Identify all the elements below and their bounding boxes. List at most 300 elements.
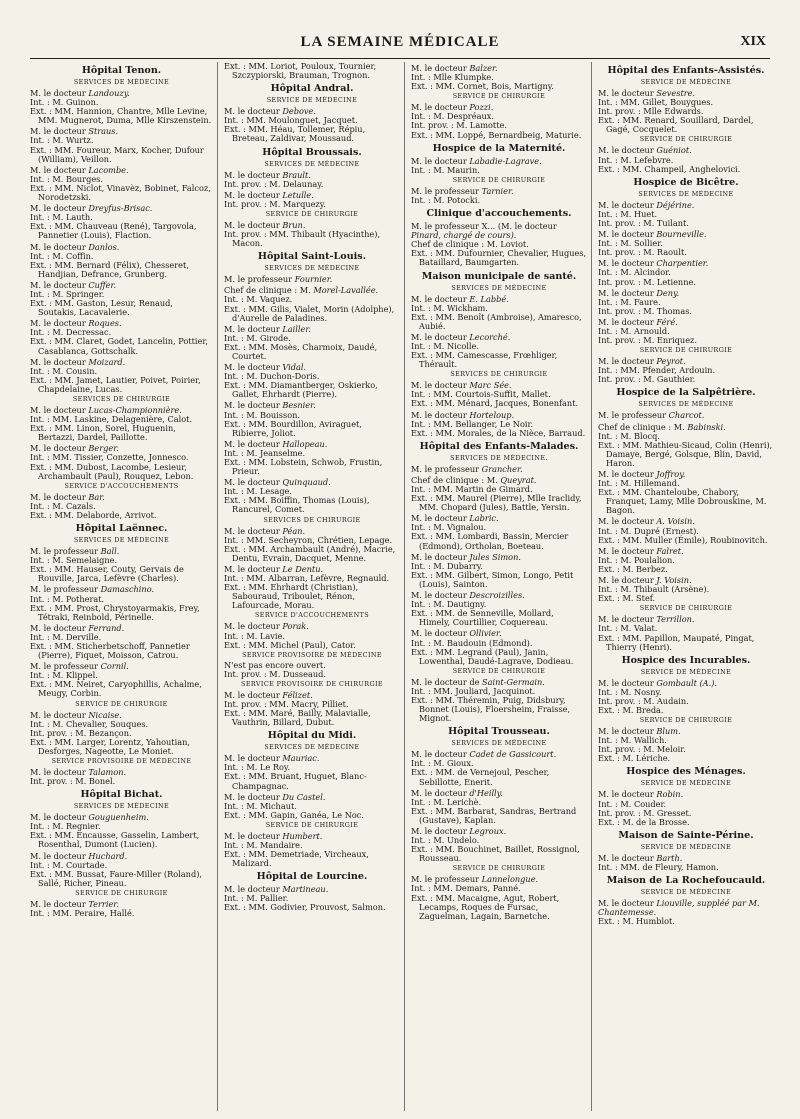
staff-line: Ext. : MM. Hauser, Couty, Gervais de Rouville, Jarca, Lefèvre (Charles). xyxy=(30,564,184,584)
hospital-heading: Maison de La Rochefoucauld. xyxy=(606,875,766,886)
staff-line: Int. : M. Lefebvre. xyxy=(598,154,674,165)
staff-line: Ext. : MM. Chanteloube, Chabory, Franquet, Lamy, Mlle Dobrouskine, M. Bagon. xyxy=(598,487,767,516)
service-heading: SERVICE DE CHIRURGIE xyxy=(452,92,546,101)
staff-line: Int. : MM. Bellanger, Le Noir. xyxy=(411,418,534,429)
staff-line: Ext. : MM. Papillon, Maupaté, Pingat, Thierry (Henri). xyxy=(598,632,755,652)
staff-line: Int. : MM. Peraire, Hallé. xyxy=(30,908,135,919)
staff-line: Int. : MM. de Fleury, Hamon. xyxy=(598,861,719,872)
staff-line: Int. prov. : M. Dusseaud. xyxy=(224,668,326,679)
staff-line: Ext. : MM. Archambault (André), Macrie, Dentu, Evrain, Dacquet, Menne. xyxy=(224,543,396,563)
service-heading: SERVICES DE CHIRURGIE xyxy=(72,395,171,403)
staff-line: Int. prov. : M. Bezançon. xyxy=(30,727,132,738)
staff-line: Int. : M. Regnier. xyxy=(30,821,101,832)
doctor-name: Damaschino. xyxy=(100,584,155,595)
service-heading: SERVICE DE MÉDECINE xyxy=(640,667,732,676)
staff-line: Ext. : MM. Bernard (Félix), Chesseret, Handjian, Defrance, Grunberg. xyxy=(30,259,189,279)
hospital-heading: Hospice de la Salpêtrière. xyxy=(616,387,756,399)
doctor-name: Charpentier. xyxy=(656,258,709,269)
doctor-name: Besnier. xyxy=(282,400,316,411)
staff-line: Int. prov. : M. Tuilant. xyxy=(598,217,689,228)
doctor-title: M. le docteur xyxy=(411,513,470,524)
doctor-title: M. le docteur xyxy=(224,477,283,488)
staff-line: Ext. : M. Lériche. xyxy=(598,753,671,764)
staff-line: Ext. : MM. Ménard, Jacques, Bonenfant. xyxy=(411,398,579,409)
doctor-title: M. le docteur xyxy=(30,898,89,909)
staff-line: Ext. : MM. Diamantberger, Oskierko, Gallet, Ehrhardt (Pierre). xyxy=(224,380,378,400)
doctor-title: M. le docteur xyxy=(411,551,470,562)
service-heading: SERVICE PROVISOIRE DE CHIRURGIE xyxy=(241,679,383,688)
doctor-title: M. le professeur xyxy=(411,874,482,885)
staff-line: Ext. : MM. Sticherbetschoff, Pannetier (Pierre), Fiquet, Moisson, Catrou. xyxy=(30,640,190,661)
staff-line: Int. prov. : Mlle Edwards. xyxy=(598,106,704,117)
doctor-name: Gombault (A.). xyxy=(656,677,717,688)
staff-line: Int. : M. Cazals. xyxy=(30,500,96,511)
doctor-name: J. Voisin. xyxy=(656,575,692,586)
staff-line: Ext. : MM. Macaigne, Agut, Robert, Lecamps, Roques de Fursac, Zaguelman, Lagain, Barnetche. xyxy=(411,892,560,921)
doctor-title: M. le professeur xyxy=(411,185,482,196)
staff-line: Int. prov. : M. Gresset. xyxy=(598,807,692,818)
staff-line: Int. : M. Semelaigne. xyxy=(30,555,118,566)
doctor-title: M. le docteur xyxy=(598,145,657,156)
hospital-heading: Hôpital des Enfants-Assistés. xyxy=(607,65,765,76)
staff-line: Int. : M. Maurin. xyxy=(411,164,480,175)
doctor-title: M. le docteur xyxy=(30,356,89,367)
doctor-name: Marc Sée. xyxy=(469,380,512,391)
directory-columns xyxy=(30,62,778,1111)
doctor-name: Cuffer. xyxy=(88,279,117,290)
doctor-title: Chef de clinique : M. xyxy=(411,474,501,485)
doctor-title: Chef de clinique : M. xyxy=(598,421,688,432)
service-heading: SERVICE DE CHIRURGIE xyxy=(452,175,546,184)
doctor-name: Landouzy. xyxy=(88,88,130,98)
doctor-title: M. le docteur xyxy=(224,323,283,334)
doctor-name: Hallopeau. xyxy=(282,438,328,449)
staff-line: Ext. : MM. Prost, Chrystoyarmakis, Frey, Tétraki, Reinbold, Périnelle. xyxy=(30,602,200,622)
staff-line: Ext. : MM. Chauveau (René), Targovola, Pannetier (Louis), Flaction. xyxy=(30,221,197,241)
doctor-name: Lannelongue. xyxy=(481,874,539,885)
service-heading: SERVICE DE CHIRURGIE xyxy=(452,666,546,675)
staff-line: Int. : Mlle Klumpke. xyxy=(411,72,494,83)
hospital-heading: Hôpital Trousseau. xyxy=(448,726,550,738)
staff-line: Ext. : MM. Legrand (Paul), Janin, Lowenthal, Daudé-Lagrave, Dodieau. xyxy=(411,646,574,666)
staff-line: Ext. : MM. Champeil, Anghelovici. xyxy=(598,163,741,174)
staff-line: Ext. : MM. Boiffin, Thomas (Louis), Rancurel, Comet. xyxy=(224,495,370,515)
service-heading: SERVICES DE MÉDECINE xyxy=(264,159,360,168)
doctor-title: M. le docteur xyxy=(30,88,89,98)
column-2 xyxy=(217,62,404,1111)
staff-line: Ext. : MM. Godivier, Prouvost, Salmon. xyxy=(224,902,386,913)
staff-line: Int. : M. Springer. xyxy=(30,288,105,299)
staff-line: Ext. : MM. Linon, Sorel, Huguenin, Bertazzi, Dardel, Paillotte. xyxy=(30,423,176,443)
doctor-title: M. le docteur xyxy=(598,199,657,210)
column-4 xyxy=(591,62,778,1111)
service-heading: SERVICE DE CHIRURGIE xyxy=(452,864,546,873)
service-heading: SERVICE DE MÉDECINE xyxy=(640,78,732,86)
service-heading: SERVICE DE CHIRURGIE xyxy=(265,209,359,218)
staff-line: Int. prov. : M. Meloir. xyxy=(598,744,686,755)
doctor-name: Terrillon. xyxy=(656,614,695,625)
staff-line: Int. : M. Decressac. xyxy=(30,327,112,338)
doctor-title: M. le docteur xyxy=(224,563,283,574)
service-heading: SERVICES DE MÉDECINE xyxy=(638,400,734,409)
doctor-name: Gouguenheim. xyxy=(88,812,149,823)
doctor-name: Labadie-Lagrave. xyxy=(469,155,542,166)
doctor-title: M. le docteur xyxy=(30,622,89,633)
staff-line: Int. : MM. Secheyron, Chrétien, Lepage. xyxy=(224,534,393,545)
service-heading: SERVICE DE MÉDECINE xyxy=(640,888,732,896)
doctor-name: Bar. xyxy=(88,491,105,502)
doctor-title: M. le docteur xyxy=(598,575,657,586)
staff-line: Int. : M. Wallich. xyxy=(598,735,667,746)
staff-line: Ext. : MM. Encausse, Gasselin, Lambert, Rosenthal, Dumont (Lucien). xyxy=(30,830,200,850)
doctor-title: M. le docteur xyxy=(224,525,283,536)
staff-line: Ext. : MM. Lobstein, Schwob, Frustin, Prieur. xyxy=(224,457,383,477)
service-heading: SERVICE DE CHIRURGIE xyxy=(75,888,168,897)
staff-line: Int. : M. Poulalion. xyxy=(598,554,675,565)
service-heading: SERVICES DE MÉDECINE xyxy=(451,283,547,292)
doctor-title: M. le docteur xyxy=(224,830,283,841)
staff-line: Int. prov. : M. Thomas. xyxy=(598,305,693,316)
staff-line: Int. : MM. Jouliard, Jacquinot. xyxy=(411,685,536,696)
staff-line: Ext. : MM. Ehrhardt (Christian), Sabouraud, Triboulet, Rénon, Lafourcade, Morau. xyxy=(224,582,359,611)
staff-line: Int. : M. Faure. xyxy=(598,296,661,307)
doctor-title: M. le professeur xyxy=(411,463,482,474)
doctor-title: M. le docteur xyxy=(598,852,657,863)
doctor-title: M. le docteur xyxy=(598,287,657,298)
doctor-title: M. le docteur xyxy=(598,356,657,367)
doctor-name: Legroux. xyxy=(469,826,507,836)
hospital-heading: Hospice des Incurables. xyxy=(621,654,751,666)
doctor-title: M. le docteur xyxy=(411,590,470,601)
hospital-heading: Hôpital du Midi. xyxy=(267,730,357,742)
doctor-line xyxy=(224,275,400,284)
doctor-line xyxy=(411,465,587,474)
staff-line: Int. prov. : M. Bonel. xyxy=(30,776,116,787)
doctor-title: M. le docteur xyxy=(224,884,283,895)
doctor-title: M. le docteur xyxy=(411,380,470,391)
staff-line: Int. : MM. Courtois-Suffit, Mallet. xyxy=(411,389,551,400)
doctor-name: Roques. xyxy=(88,318,122,329)
doctor-title: M. le docteur xyxy=(411,409,470,420)
doctor-name: Descroizilles. xyxy=(469,590,525,601)
staff-line: Int. : MM. Moulonguet, Jacquet. xyxy=(224,115,358,126)
staff-line: Ext. : MM. Théremin, Puig, Didsbury, Bonnet (Louis), Floersheim, Fraisse, Mignot. xyxy=(411,694,571,724)
doctor-title: M. le professeur xyxy=(30,546,101,557)
service-heading: SERVICES DE MÉDECINE xyxy=(638,189,734,198)
staff-line: Ext. : MM. Claret, Godet, Lancelin, Pottier, Casablanca, Gottschalk. xyxy=(30,336,208,356)
doctor-name: Straus. xyxy=(88,126,119,137)
doctor-name: d'Heilly. xyxy=(469,787,503,798)
service-heading: SERVICE PROVISOIRE DE MÉDECINE xyxy=(242,650,382,659)
staff-line: Int. : M. Dupré (Ernest). xyxy=(598,525,699,536)
staff-line: Int. : M. Valat. xyxy=(598,623,658,634)
staff-line: Int. : M. Guinon. xyxy=(30,97,99,108)
staff-line: Chef de clinique : M. Loviot. xyxy=(411,239,529,250)
doctor-title: M. le docteur xyxy=(411,787,470,798)
staff-line: Ext. : MM. Cornet, Bois, Martigny. xyxy=(411,81,554,92)
doctor-name: Ollivier. xyxy=(469,628,502,639)
hospital-heading: Hôpital Tenon. xyxy=(81,65,162,76)
doctor-name: Porak. xyxy=(282,621,309,632)
doctor-name: Brun. xyxy=(282,219,306,230)
service-heading: SERVICE DE CHIRURGIE xyxy=(639,346,733,355)
staff-line: Int. : M. Sollier. xyxy=(598,238,663,249)
staff-line: Int. : M. Hillemand. xyxy=(598,478,680,489)
doctor-title: M. le docteur xyxy=(30,126,89,137)
doctor-name: Tarnier. xyxy=(481,185,514,196)
doctor-name: Robin. xyxy=(656,789,684,800)
doctor-name: Lucas-Championnière. xyxy=(88,405,182,415)
doctor-title: M. le docteur xyxy=(411,63,470,73)
doctor-name: Barth. xyxy=(656,852,683,863)
staff-line: Ext. : MM. Michel (Paul), Cator. xyxy=(224,639,356,650)
staff-line: Int. : M. Coffin. xyxy=(30,250,94,261)
staff-line: Int. : M. Vaquez. xyxy=(224,294,293,305)
staff-line: Ext. : MM. Dubost, Lacombe, Lesieur, Archambault (Paul), Rouquez, Lebon. xyxy=(30,461,194,481)
hospital-heading: Hospice de la Maternité. xyxy=(432,142,566,154)
service-heading: SERVICE DE MÉDECINE xyxy=(266,96,358,105)
staff-line: Ext. : MM. Bourdillon, Aviraguet, Ribierre, Joliot. xyxy=(224,418,362,438)
hospital-heading: Hôpital Andral. xyxy=(270,83,354,95)
column-3 xyxy=(404,62,591,1111)
service-heading: SERVICES DE MÉDECINE xyxy=(451,739,547,748)
doctor-name: Deny. xyxy=(656,287,680,298)
doctor-name: Fournier. xyxy=(294,274,333,285)
doctor-name: Joffroy. xyxy=(656,469,686,479)
doctor-name: Nicaise. xyxy=(88,709,122,720)
staff-line: Ext. : MM. Hannion, Chantre, Mlle Levine, MM. Mugnerot, Duma, Mlle Kirszenstein. xyxy=(30,106,212,126)
doctor-title: M. le docteur xyxy=(598,726,657,737)
doctor-title: M. le docteur xyxy=(30,812,89,823)
doctor-name: Babinski. xyxy=(687,421,726,432)
column-1 xyxy=(30,62,217,1111)
service-heading: SERVICE D'ACCOUCHEMENTS xyxy=(64,481,179,490)
staff-line: Int. prov. : M. Delaunay. xyxy=(224,178,324,189)
doctor-name: Horteloup. xyxy=(469,409,515,420)
staff-line: Int. prov. : M. Audain. xyxy=(598,695,689,706)
doctor-name: Pinard, chargé de cours). xyxy=(411,230,517,241)
staff-line: Ext. : MM. Dufournier, Chevalier, Hugues, Bataillard, Baumgarten. xyxy=(411,248,587,268)
doctor-title: M. le docteur xyxy=(598,789,657,800)
staff-line: Int. : M. Nicolle. xyxy=(411,340,479,351)
doctor-title: M. le docteur xyxy=(224,189,283,200)
doctor-title: M. le docteur xyxy=(30,405,89,415)
hospital-heading: Hospice de Bicêtre. xyxy=(633,176,739,188)
staff-line: Ext. : MM. Morales, de la Nièce, Barraud. xyxy=(411,427,586,438)
doctor-title: M. le docteur de xyxy=(411,676,483,687)
doctor-title: M. le docteur xyxy=(30,850,89,861)
doctor-name: Jules Simon. xyxy=(469,551,521,562)
doctor-name: Cadet de Gassicourt. xyxy=(469,749,557,760)
doctor-title: Chef de clinique : M. xyxy=(224,285,314,296)
staff-line: Ext. : MM. Héau, Tollemer, Répiu, Breteau, Zaldivar, Moussaud. xyxy=(224,124,366,144)
hospital-heading: Hôpital Saint-Louis. xyxy=(257,251,367,263)
doctor-title: M. le docteur xyxy=(598,469,657,479)
staff-line: Ext. : MM. Camescasse, Frœhliger, Thérault. xyxy=(411,350,558,370)
staff-line: Int. prov. : MM. Thibault (Hyacinthe), Macon. xyxy=(224,229,381,249)
staff-line: Int. : M. Dubarry. xyxy=(411,560,483,571)
staff-line: Ext. : MM. Loriot, Pouloux, Tournier, Szczypiorski, Brauman, Trognon. xyxy=(224,62,377,81)
staff-line: Int. prov. : M. Enriquez. xyxy=(598,335,697,346)
staff-line: Ext. : MM. de Vernejoul, Pescher, Sebillotte, Enerit. xyxy=(411,767,550,787)
staff-line: Int. : M. Pallier. xyxy=(224,893,289,904)
doctor-name: Vidal. xyxy=(282,362,307,373)
doctor-line xyxy=(598,899,774,917)
staff-line: Int. prov. : M. Marquezy. xyxy=(224,198,326,209)
staff-line: Ext. : MM. Bruant, Huguet, Blanc-Champagnac. xyxy=(224,771,367,791)
doctor-name: Du Castel. xyxy=(282,791,326,802)
doctor-name: Quinquaud. xyxy=(282,477,331,488)
service-heading: SERVICE DE CHIRURGIE xyxy=(75,699,168,708)
staff-line: Ext. : MM. Barbarat, Sandras, Bertrand (Gustave), Kaplan. xyxy=(411,805,577,825)
staff-line: Ext. : MM. Gapin, Ganéa, Le Noc. xyxy=(224,809,364,820)
staff-line: N'est pas encore ouvert. xyxy=(224,659,326,670)
doctor-title: M. le docteur xyxy=(30,767,89,777)
staff-line: Int. : MM. Albarran, Lefèvre, Regnauld. xyxy=(224,573,390,584)
doctor-name: Féré. xyxy=(656,316,678,327)
doctor-title: M. le docteur xyxy=(411,749,470,760)
staff-line: Int. : M. Huet. xyxy=(598,208,658,219)
staff-line: Ext. : MM. Loppé, Bernardbeig, Maturie. xyxy=(411,129,582,140)
doctor-title: M. le docteur xyxy=(411,826,470,836)
staff-line: Ext. : M. Breda. xyxy=(598,704,664,715)
staff-line: Int. : M. Bouisson. xyxy=(224,409,300,420)
doctor-title: M. le professeur xyxy=(598,410,669,421)
staff-line: Ext. : MM. Delaborde, Arrivot. xyxy=(30,509,157,520)
doctor-title: M. le docteur xyxy=(411,331,470,342)
doctor-name: Blum. xyxy=(656,726,681,737)
hospital-heading: Hôpital de Lourcine. xyxy=(256,871,368,883)
doctor-title: M. le docteur xyxy=(411,628,470,639)
doctor-title: M. le docteur xyxy=(411,293,470,304)
staff-line: Int. : M. Courtade. xyxy=(30,859,108,870)
hospital-heading: Hôpital Laënnec. xyxy=(75,523,168,535)
staff-line: Int. : M. Blocq. xyxy=(598,430,660,441)
staff-line: Int. : M. Klippel. xyxy=(30,670,98,681)
staff-line: Ext. : MM. Gilis, Vialet, Morin (Adolphe), d'Aurelle de Paladines. xyxy=(224,303,395,323)
staff-line: Ext. : MM. Muller (Émile), Roubinovitch. xyxy=(598,534,768,545)
doctor-title: M. le docteur xyxy=(224,438,283,449)
doctor-name: Grancher. xyxy=(481,463,523,474)
staff-line: Int. : M. Lauth. xyxy=(30,212,93,223)
doctor-name: Ferrand. xyxy=(88,622,125,633)
doctor-name: E. Labbé. xyxy=(469,293,509,304)
staff-line: Int. : M. Girode. xyxy=(224,332,291,343)
doctor-name: Pozzi. xyxy=(469,102,494,113)
doctor-name: Lecorché. xyxy=(469,331,511,342)
service-heading: SERVICES DE MÉDECINE xyxy=(264,743,360,752)
doctor-name: Bourneville. xyxy=(656,229,707,240)
service-heading: SERVICE DE MÉDECINE xyxy=(640,779,732,788)
service-heading: SERVICE DE CHIRURGIE xyxy=(265,820,359,829)
hospital-heading: Clinique d'accouchements. xyxy=(426,208,572,220)
staff-line: Int. : MM. Laskine, Delagenière, Calot. xyxy=(30,414,193,425)
staff-line: Ext. : MM. Maurel (Pierre), Mlle Iraclidy, MM. Chopard (Jules), Battle, Yersin. xyxy=(411,493,582,513)
doctor-name: Moizard. xyxy=(88,356,126,367)
doctor-title: M. le professeur xyxy=(30,661,101,672)
doctor-title: M. le docteur xyxy=(30,164,89,175)
hospital-heading: Maison de Sainte-Périne. xyxy=(618,829,754,841)
staff-line: Int. : M. Bourges. xyxy=(30,173,103,184)
service-heading: SERVICES DE MÉDECINE xyxy=(73,802,170,811)
staff-line: Int. : M. Lerichè. xyxy=(411,796,482,807)
staff-line: Ext. : MM. Renard, Souillard, Dardel, Gagé, Cocquelet. xyxy=(598,115,754,135)
doctor-name: Le Dentu. xyxy=(282,563,324,574)
doctor-name: Danlos. xyxy=(88,241,120,252)
staff-line: Int. : M. Dautigny. xyxy=(411,599,487,610)
doctor-title: M. le docteur xyxy=(30,203,89,214)
staff-line: Ext. : M. Humblot. xyxy=(598,916,675,927)
doctor-name: Brault. xyxy=(282,169,311,180)
staff-line: Int. : MM. Gillet, Bouygues. xyxy=(598,97,714,108)
doctor-name: Terrier. xyxy=(88,898,119,909)
doctor-title: M. le docteur xyxy=(598,316,657,327)
staff-line: Int. prov. : M. Raoult. xyxy=(598,247,687,258)
staff-line: Ext. : MM. Bouchinet, Baillet, Rossignol, Rousseau. xyxy=(411,844,580,864)
staff-line: Ext. : MM. Larger, Lorentz, Yahoutian, Desforges, Nageotte, Le Moniet. xyxy=(30,736,190,756)
doctor-name: Balzer. xyxy=(469,63,498,73)
staff-line: Int. : M. Wurtz. xyxy=(30,135,94,146)
doctor-name: Félizet. xyxy=(282,689,313,700)
staff-line: Int. : M. Michaut. xyxy=(224,800,297,811)
staff-line: Int. : M. Potherat. xyxy=(30,593,105,604)
doctor-name: Ball. xyxy=(100,546,120,557)
doctor-title: M. le docteur xyxy=(224,106,283,117)
doctor-title: M. le docteur xyxy=(30,443,89,454)
staff-line: Ext. : MM. Bussat, Faure-Miller (Roland), Sallé, Richer, Pineau. xyxy=(30,868,202,888)
staff-line: Int. : M. Gioux. xyxy=(411,758,474,769)
staff-line: Ext. : MM. de Senneville, Mollard, Himely, Courtillier, Coquereau. xyxy=(411,608,554,628)
staff-line: Ext. : M. Berbez. xyxy=(598,563,668,574)
doctor-title: M. le docteur xyxy=(224,753,283,764)
staff-line: Int. : M. Wickham. xyxy=(411,302,488,313)
staff-line: Int. : M. Couder. xyxy=(598,798,667,809)
doctor-title: M. le docteur xyxy=(598,614,657,625)
doctor-name: Saint-Germain. xyxy=(482,676,545,687)
doctor-title: M. le docteur xyxy=(598,258,657,269)
staff-line: Int. prov. : M. Letienne. xyxy=(598,276,696,287)
staff-line: Ext. : MM. Gilbert, Simon, Longo, Petit (Louis), Sainton. xyxy=(411,569,574,589)
doctor-title: M. le docteur xyxy=(598,898,657,908)
doctor-name: Guéniot. xyxy=(656,145,692,156)
doctor-name: Charcot. xyxy=(668,410,705,421)
doctor-name: Morel-Lavallée. xyxy=(313,285,379,296)
doctor-name: Lailler. xyxy=(282,323,311,334)
doctor-title: M. le docteur xyxy=(224,791,283,802)
doctor-title: M. le docteur xyxy=(224,219,283,230)
doctor-title: M. le docteur xyxy=(30,491,89,502)
staff-line: Int. : M. Thibault (Arsène). xyxy=(598,584,710,595)
doctor-name: Cornil. xyxy=(100,661,129,672)
service-heading: SERVICES DE CHIRURGIE xyxy=(450,370,548,379)
staff-line: Int. : MM. Demars, Panné. xyxy=(411,883,521,894)
service-heading: SERVICES DE MÉDECINE xyxy=(73,78,170,86)
staff-line: Ext. : MM. Demetriade, Vircheaux, Malizard. xyxy=(224,849,369,869)
doctor-title: M. le docteur xyxy=(411,155,470,166)
doctor-name: Peyrot. xyxy=(656,356,686,367)
staff-line: Int. prov. : M. Gauthier. xyxy=(598,374,696,385)
doctor-line xyxy=(598,411,774,420)
staff-line: Ext. : MM. Maré, Bailly, Malavialle, Vauthrin, Billard, Dubut. xyxy=(224,708,371,728)
doctor-title: M. le docteur xyxy=(224,169,283,180)
service-heading: SERVICE D'ACCOUCHEMENTS xyxy=(254,611,370,620)
doctor-title: M. le docteur xyxy=(598,229,657,240)
doctor-name: A. Voisin. xyxy=(656,516,695,527)
page-header xyxy=(30,34,770,59)
staff-line: Int. : M. Le Roy. xyxy=(224,762,291,773)
staff-line: Ext. : MM. Benoît (Ambroise), Amaresco, Aubié. xyxy=(411,311,582,331)
staff-line: Ext. : MM. Mosès, Charmoix, Daudé, Courtet. xyxy=(224,341,378,361)
